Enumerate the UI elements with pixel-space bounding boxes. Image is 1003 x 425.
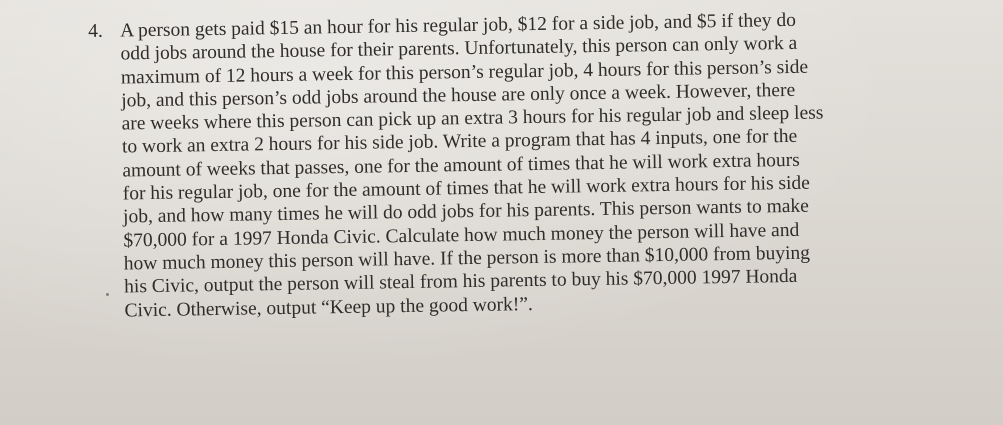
problem-line: for his regular job, one for the amount of times that he will work extra hours for his side — [122, 172, 811, 205]
problem-line: to work an extra 2 hours for his side job. Write a program that has 4 inputs, one for the — [121, 126, 798, 158]
problem-4 — [88, 6, 948, 322]
problem-line: job, and this person’s odd jobs around the house are only once a week. However, there — [121, 79, 796, 112]
problem-line: his Civic, output the person will steal from his parents to buy his $70,000 1997 Honda — [124, 266, 798, 298]
problem-line: how much money this person will have. If the person is more than $10,000 from buying — [123, 242, 811, 275]
stray-mark — [106, 293, 109, 296]
problem-line: are weeks where this person can pick up an extra 3 hours for his regular job and sleep less — [121, 102, 824, 135]
problem-line: $70,000 for a 1997 Honda Civic. Calculate how much money the person will have and — [123, 219, 800, 252]
problem-line: Civic. Otherwise, output “Keep up the good work!”. — [124, 293, 534, 322]
problem-line: job, and how many times he will do odd jobs for his parents. This person wants to make — [122, 196, 810, 228]
problem-line: maximum of 12 hours a week for this person’s regular job, 4 hours for this person’s side — [120, 56, 809, 89]
problem-line: amount of weeks that passes, one for the amount of times that he will work extra hours — [122, 149, 800, 182]
problem-number: 4. — [88, 20, 103, 42]
problem-line: A person gets paid $15 an hour for his regular job, $12 for a side job, and $5 if they do — [120, 9, 797, 42]
problem-line: odd jobs around the house for their parents. Unfortunately, this person can only work a — [120, 33, 798, 65]
problem-text — [120, 8, 826, 322]
